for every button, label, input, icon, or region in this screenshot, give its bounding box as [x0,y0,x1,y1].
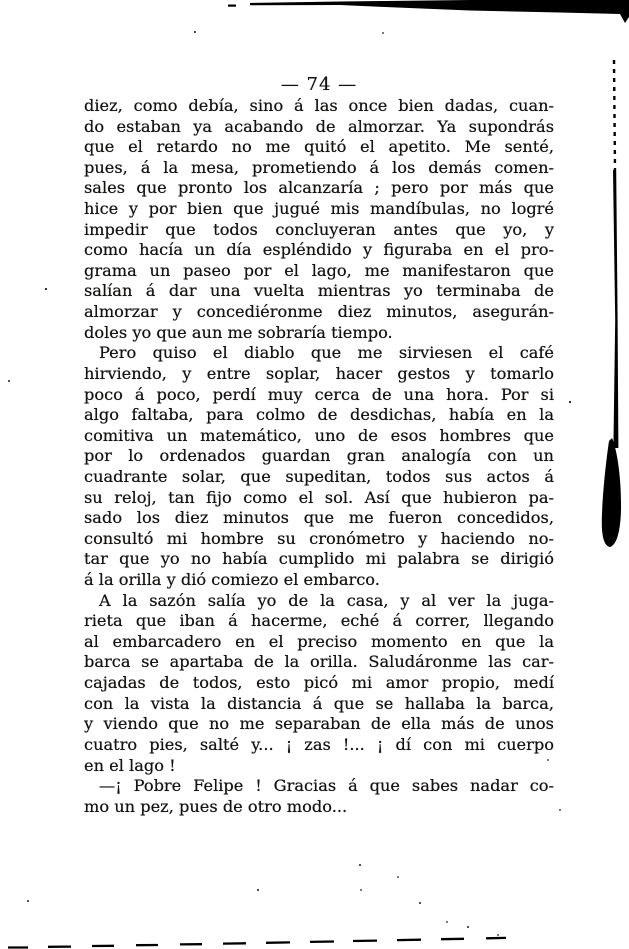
text-line: impedir que todos concluyeran antes que yo, y [84,219,554,239]
text-line: cajadas de todos, esto picó mi amor propio, medí [84,673,554,693]
text-line: pues, á la mesa, prometiendo á los demás comen- [84,157,554,177]
text-line: cuadrante solar, que supeditan, todos sus actos á [84,466,554,486]
text-line: consultó mi hombre su cronómetro y haciendo no- [84,528,554,548]
text-line: poco á poco, perdí muy cerca de una hora. Por si [84,384,554,404]
text-line: cuatro pies, salté y... ¡ zas !... ¡ dí con mi cuerpo [84,734,554,754]
page-text-block [84,96,554,817]
text-line: que el retardo no me quitó el apetito. Me senté, [84,137,554,157]
text-line: grama un paseo por el lago, me manifestaron que [84,260,554,280]
text-line: A la sazón salía yo de la casa, y al ver la juga- [99,590,554,610]
text-line: Pero quiso el diablo que me sirviesen el café [99,343,554,363]
text-line: con la vista la distancia á que se hallaba la barca, [84,693,554,713]
text-line: mo un pez, pues de otro modo... [84,796,348,816]
text-line: diez, como debía, sino á las once bien dadas, cuan- [84,96,554,115]
text-line: rieta que iban á hacerme, eché á correr, llegando [84,611,554,631]
scan-artifact-top-band [228,0,629,23]
text-line: hice y por bien que jugué mis mandíbulas, no logré [84,199,554,219]
text-line: su reloj, tan fijo como el sol. Así que hubieron pa- [84,487,554,507]
text-line: almorzar y concediéronme diez minutos, asegurán- [84,302,554,322]
text-line: por lo ordenados guardan gran analogía con un [84,446,554,466]
text-line: sales que pronto los alcanzaría ; pero por más que [84,178,554,198]
text-line: á la orilla y dió comiezo el embarco. [84,570,380,590]
text-line: sado los diez minutos que me fueron concedidos, [84,508,554,528]
text-line: en el lago ! [84,755,176,775]
text-line: salían á dar una vuelta mientras yo terminaba de [84,281,554,301]
text-line: comitiva un matemático, uno de esos hombres que [84,425,554,445]
page-number-header: — 74 — [280,74,358,95]
text-line: do estaban ya acabando de almorzar. Ya supondrás [84,116,554,136]
text-line: barca se apartaba de la orilla. Saludáronme las car- [84,652,554,672]
text-line: doles yo que aun me sobraría tiempo. [84,322,393,342]
text-line: como hacía un día espléndido y figuraba en el pro- [84,240,554,260]
scan-artifact-right-streak [602,60,621,547]
text-line: al embarcadero en el preciso momento en que la [84,631,554,651]
text-line: —¡ Pobre Felipe ! Gracias á que sabes nadar co- [99,776,554,796]
text-line: hirviendo, y entre soplar, hacer gestos y tomarlo [84,363,554,383]
text-line: algo faltaba, para colmo de desdichas, había en la [84,405,554,425]
text-line: y viendo que no me separaban de ella más de unos [84,714,554,734]
text-line: tar que yo no había cumplido mi palabra se dirigió [84,549,554,569]
scan-artifact-bottom-dashes [8,938,506,948]
